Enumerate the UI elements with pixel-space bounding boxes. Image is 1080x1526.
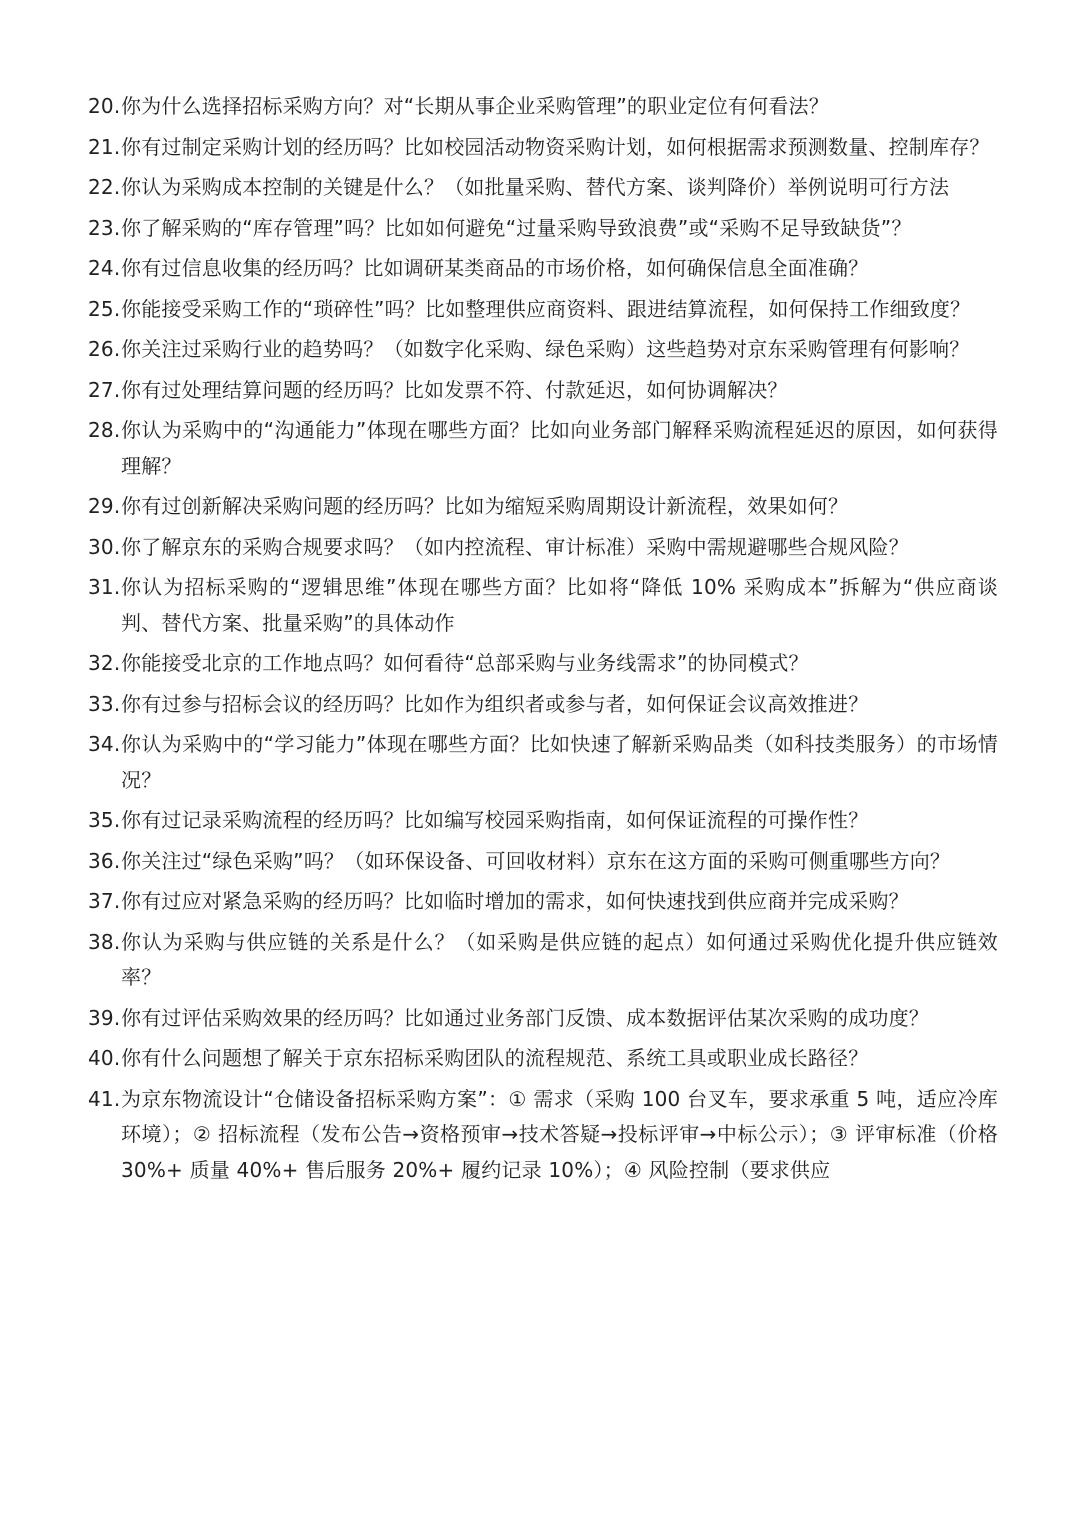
list-item bbox=[88, 251, 998, 287]
list-item bbox=[88, 844, 998, 880]
question-text: 你有过记录采购流程的经历吗？比如编写校园采购指南，如何保证流程的可操作性？ bbox=[121, 808, 869, 832]
question-text: 你有过应对紧急采购的经历吗？比如临时增加的需求，如何快速找到供应商并完成采购？ bbox=[121, 889, 909, 913]
list-item bbox=[88, 884, 998, 920]
list-item bbox=[88, 530, 998, 566]
question-number: 31. bbox=[88, 575, 121, 599]
list-item bbox=[88, 413, 998, 484]
question-text: 你有什么问题想了解关于京东招标采购团队的流程规范、系统工具或职业成长路径？ bbox=[121, 1046, 869, 1070]
list-item bbox=[88, 803, 998, 839]
question-number: 40. bbox=[88, 1046, 121, 1070]
question-number: 27. bbox=[88, 377, 121, 402]
question-number: 36. bbox=[88, 848, 121, 873]
question-number: 34. bbox=[88, 732, 121, 756]
question-text: 你认为采购与供应链的关系是什么？（如采购是供应链的起点）如何通过采购优化提升供应链效率？ bbox=[121, 929, 998, 989]
question-text: 你认为采购成本控制的关键是什么？（如批量采购、替代方案、谈判降价）举例说明可行方法 bbox=[121, 175, 950, 199]
list-item bbox=[88, 1001, 998, 1037]
list-item bbox=[88, 170, 998, 206]
question-text: 你有过制定采购计划的经历吗？比如校园活动物资采购计划，如何根据需求预测数量、控制库存？ bbox=[121, 134, 990, 159]
question-number: 20. bbox=[88, 94, 121, 118]
question-number: 24. bbox=[88, 256, 121, 280]
question-number: 22. bbox=[88, 175, 121, 199]
list-item bbox=[88, 727, 998, 798]
question-number: 30. bbox=[88, 534, 121, 559]
question-text: 你有过评估采购效果的经历吗？比如通过业务部门反馈、成本数据评估某次采购的成功度？ bbox=[121, 1005, 929, 1030]
question-text: 你有过信息收集的经历吗？比如调研某类商品的市场价格，如何确保信息全面准确？ bbox=[121, 256, 869, 280]
question-number: 21. bbox=[88, 134, 121, 159]
question-number: 39. bbox=[88, 1005, 121, 1030]
question-text: 你认为招标采购的“逻辑思维”体现在哪些方面？比如将“降低 10% 采购成本”拆解为“供应商谈判、替代方案、批量采购”的具体动作 bbox=[121, 575, 998, 635]
list-item bbox=[88, 89, 998, 125]
question-number: 23. bbox=[88, 215, 121, 240]
question-number: 33. bbox=[88, 691, 121, 716]
list-item bbox=[88, 211, 998, 247]
list-item bbox=[88, 130, 998, 166]
list-item bbox=[88, 570, 998, 641]
list-item bbox=[88, 925, 998, 996]
question-text: 你关注过“绿色采购”吗？（如环保设备、可回收材料）京东在这方面的采购可侧重哪些方向？ bbox=[121, 848, 951, 873]
question-text: 你有过参与招标会议的经历吗？比如作为组织者或参与者，如何保证会议高效推进？ bbox=[121, 691, 869, 716]
question-text: 你认为采购中的“沟通能力”体现在哪些方面？比如向业务部门解释采购流程延迟的原因，如何获得理解？ bbox=[121, 418, 998, 478]
question-text: 你了解采购的“库存管理”吗？比如如何避免“过量采购导致浪费”或“采购不足导致缺货”？ bbox=[121, 215, 912, 240]
question-text: 你了解京东的采购合规要求吗？（如内控流程、审计标准）采购中需规避哪些合规风险？ bbox=[121, 534, 909, 559]
list-item bbox=[88, 373, 998, 409]
list-item bbox=[88, 646, 998, 682]
question-number: 32. bbox=[88, 651, 121, 675]
question-number: 25. bbox=[88, 296, 121, 321]
question-text: 你能接受采购工作的“琐碎性”吗？比如整理供应商资料、跟进结算流程，如何保持工作细致度？ bbox=[121, 296, 971, 321]
question-number: 41. bbox=[88, 1086, 121, 1111]
list-item bbox=[88, 687, 998, 723]
question-text: 你认为采购中的“学习能力”体现在哪些方面？比如快速了解新采购品类（如科技类服务）的市场情况？ bbox=[121, 732, 998, 792]
question-number: 29. bbox=[88, 494, 121, 518]
question-number: 28. bbox=[88, 418, 121, 442]
question-text: 你有过创新解决采购问题的经历吗？比如为缩短采购周期设计新流程，效果如何？ bbox=[121, 494, 849, 518]
question-number: 35. bbox=[88, 808, 121, 832]
list-item bbox=[88, 489, 998, 525]
list-item bbox=[88, 1082, 998, 1189]
question-text: 你能接受北京的工作地点吗？如何看待“总部采购与业务线需求”的协同模式？ bbox=[121, 651, 809, 675]
question-list bbox=[88, 89, 998, 1193]
question-number: 37. bbox=[88, 889, 121, 913]
question-number: 38. bbox=[88, 929, 121, 954]
question-text: 为京东物流设计“仓储设备招标采购方案”：① 需求（采购 100 台叉车，要求承重 5 吨，适应冷库环境）；② 招标流程（发布公告→资格预审→技术答疑→投标评审→中标公示）；③ 评审标准（价格 30%+ 质量 40%+ 售后服务 20%+ 履约记录 10%）；④ 风险控制（要求供应 bbox=[121, 1086, 998, 1182]
question-text: 你关注过采购行业的趋势吗？（如数字化采购、绿色采购）这些趋势对京东采购管理有何影响？ bbox=[121, 337, 970, 361]
list-item bbox=[88, 1041, 998, 1077]
list-item bbox=[88, 292, 998, 328]
question-text: 你为什么选择招标采购方向？对“长期从事企业采购管理”的职业定位有何看法？ bbox=[121, 94, 829, 118]
list-item bbox=[88, 332, 998, 368]
question-text: 你有过处理结算问题的经历吗？比如发票不符、付款延迟，如何协调解决？ bbox=[121, 377, 788, 402]
question-number: 26. bbox=[88, 337, 121, 361]
